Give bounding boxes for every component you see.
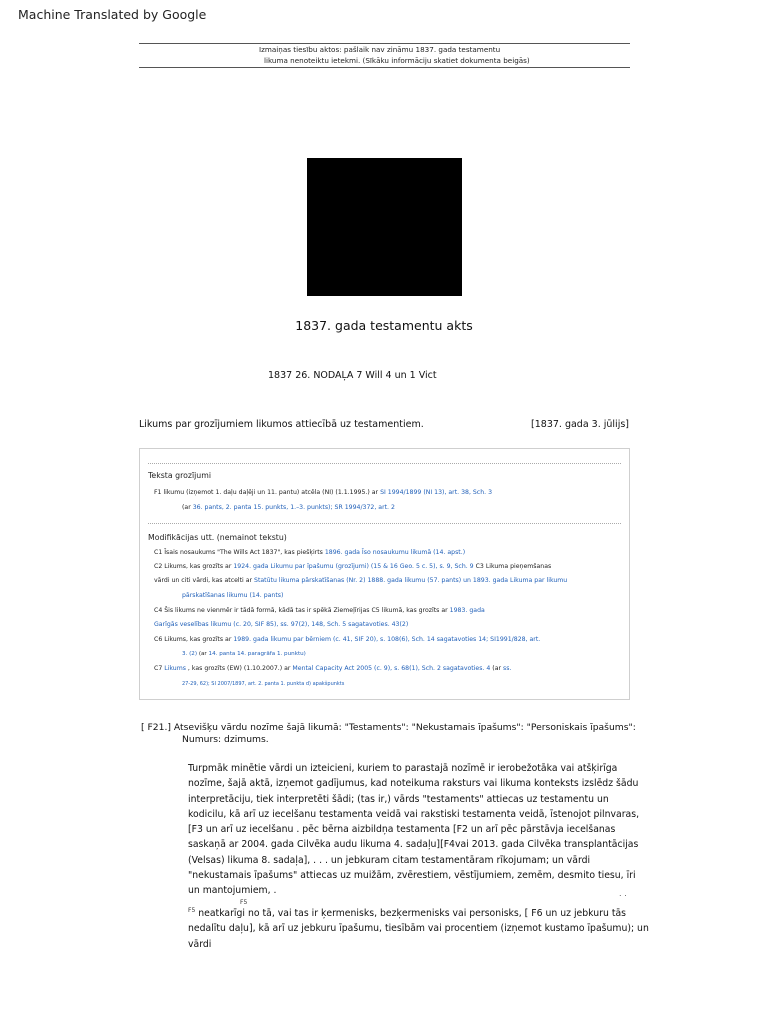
long-title: Likums par grozījumiem likumos attiecībā uz testamentiem. [139, 419, 424, 430]
textual-amendments-heading: Teksta grozījumi [148, 471, 212, 480]
repeal-dots: . . [619, 889, 627, 898]
annotation-link[interactable]: pārskatīšanas likumu (14. pants) [182, 592, 284, 599]
chapter-reference: 1837 26. NODAĻA 7 Will 4 un 1 Vict [268, 370, 437, 381]
annotation-link[interactable]: Mental Capacity Act 2005 (c. 9), s. 68(1), Sch. 2 sagatavoties. 4 [292, 665, 491, 672]
annotation-link[interactable]: 3. (2) [182, 651, 198, 657]
panel-divider [148, 463, 621, 464]
annotation-c2: C2 Likums, kas grozīts ar 1924. gada Likumu par īpašumu (grozījumi) (15 & 16 Geo. 5 c. 5), s. 9, Sch. 9 C3 Likuma pieņemšanas [154, 563, 552, 570]
annotation-c3-cont [182, 592, 283, 599]
section-1-heading-cont: Numurs: dzimums. [182, 734, 269, 745]
annotation-c6-cont: 3. (2) (ar 14. panta 14. paragrāfa 1. punktu) [182, 651, 306, 657]
annotation-link[interactable]: 14. panta 14. paragrāfa 1. punktu) [208, 651, 306, 657]
annotation-link[interactable]: 27-29, 62); [182, 681, 210, 687]
royal-crest-image [307, 158, 462, 296]
annotation-c7-cont [182, 681, 344, 687]
annotation-link[interactable]: Garīgās veselības likumu (c. 20, SIF 85), ss. 97(2), 148, Sch. 5 sagatavoties. 43(2) [154, 621, 409, 628]
section-1-heading: [ F21.] Atsevišķu vārdu nozīme šajā likumā: "Testaments": "Nekustamais īpašums": "Personiskais īpašums": [141, 722, 636, 733]
annotation-link[interactable]: Likums [164, 665, 186, 672]
header-bottom-rule [139, 67, 630, 68]
annotation-link[interactable]: 1896. gada Īso nosaukumu likumā (14. apst.) [324, 549, 466, 556]
status-note-line-1: Izmaiņas tiesību aktos: pašlaik nav zināmu 1837. gada testamentu [259, 45, 501, 54]
annotation-link[interactable]: ss. [503, 665, 512, 672]
section-1-continuation [188, 903, 658, 952]
royal-assent-date: [1837. gada 3. jūlijs] [531, 419, 629, 430]
legislation-status-note [139, 44, 630, 66]
footnote-marker-f5: F5 [240, 898, 248, 906]
status-note-line-2: likuma nenoteiktu ietekmi. (Sīkāku informāciju skatiet dokumenta beigās) [264, 56, 530, 65]
annotation-link[interactable]: 1924. gada Likumu par īpašumu (grozījumi) (15 & 16 Geo. 5 c. 5), s. 9, Sch. 9 [233, 563, 474, 570]
panel-divider [148, 523, 621, 524]
machine-translation-banner: Machine Translated by Google [18, 7, 207, 22]
annotations-panel [139, 448, 630, 700]
annotation-link[interactable]: Statūtu likuma pārskatīšanas (Nr. 2) 1888. gada likumu (57. pants) un 1893. gada Likuma par likumu [254, 577, 568, 584]
act-title: 1837. gada testamentu akts [295, 318, 473, 333]
modifications-heading: Modifikācijas utt. (nemainot tekstu) [148, 533, 287, 542]
annotation-c3: vārdi un citi vārdi, kas atcelti ar Statūtu likuma pārskatīšanas (Nr. 2) 1888. gada likumu (57. pants) un 1893. gada Likuma par likumu [154, 577, 568, 584]
section-1-continuation-text: neatkarīgi no tā, vai tas ir ķermenisks, bezķermenisks vai personisks, [ F6 un uz jebkuru tās nedalītu daļu], kā arī uz jebkuru īpašumu, tiesībām vai procentiem (izņemot kustamo īpašumu); un vārdi [188, 908, 649, 950]
annotation-link[interactable]: 1983. gada [449, 607, 485, 614]
annotation-c6: C6 Likums, kas grozīts ar 1989. gada likumu par bērniem (c. 41, SIF 20), s. 108(6), Sch. 14 sagatavoties 14; SI1991/828, art. [154, 636, 541, 643]
annotation-c1: C1 Īsais nosaukums "The Wills Act 1837", kas piešķirts 1896. gada Īso nosaukumu likumā (14. apst.) [154, 549, 466, 556]
annotation-link[interactable]: SI 1994/1899 (NI 13), art. 38, Sch. 3 [380, 489, 493, 496]
annotation-link[interactable]: SI 2007/1897, art. 2. panta 1. punkta d) apakšpunkts [209, 681, 345, 687]
footnote-marker-f5: F5 [188, 907, 196, 914]
annotation-link[interactable]: 1989. gada likumu par bērniem (c. 41, SIF 20), s. 108(6), Sch. 14 sagatavoties 14; SI1991/828, art. [233, 636, 541, 643]
section-1-text: Turpmāk minētie vārdi un izteicieni, kuriem to parastajā nozīmē ir ierobežotāka vai atšķirīga nozīme, šajā aktā, izņemot gadījumus, kad noteikuma raksturs vai likuma konteksts izslēdz šādu interpretāciju, tiek interpretēti šādi; (tas ir,) vārds "testaments" attiecas uz testamentu un kodicilu, kā arī uz iecelšanu testamenta veidā vai rakstiski testamenta veidā, īstenojot pilnvaras, [F3 un arī uz iecelšanu . pēc bērna aizbildņa testamenta [F2 un arī pēc pārstāvja iecelšanas saskaņā ar 2004. gada Cilvēka audu likuma 4. sadaļu][F4vai 2013. gada Cilvēka transplantācijas (Velsas) likuma 8. sadaļa], . . . un jebkuram citam testamentāram rīkojumam; un vārdi "nekustamais īpašums" attiecas uz muižām, zvērestiem, vēstījumiem, zemēm, desmito tiesu, īri un mantojumiem, . [188, 763, 640, 897]
annotation-f1: F1 likumu (izņemot 1. daļu daļēji un 11. pantu) atcēla (NI) (1.1.1995.) ar SI 1994/1899 (NI 13), art. 38, Sch. 3 [154, 489, 493, 496]
annotation-c5 [154, 621, 408, 628]
section-1-body [188, 761, 648, 907]
annotation-c7: C7 Likums , kas grozīts (EW) (1.10.2007.) ar Mental Capacity Act 2005 (c. 9), s. 68(1), Sch. 2 sagatavoties. 4 (ar ss. [154, 665, 512, 672]
annotation-f1-cont: (ar 36. pants, 2. panta 15. punkts, 1.–3. punkts); SR 1994/372, art. 2 [182, 504, 395, 511]
annotation-c4: C4 Šis likums ne vienmēr ir tādā formā, kādā tas ir spēkā Ziemeļīrijas C5 likumā, kas grozīts ar 1983. gada [154, 607, 485, 614]
annotation-link[interactable]: 36. pants, 2. panta 15. punkts, 1.–3. punkts); SR 1994/372, art. 2 [192, 504, 395, 511]
